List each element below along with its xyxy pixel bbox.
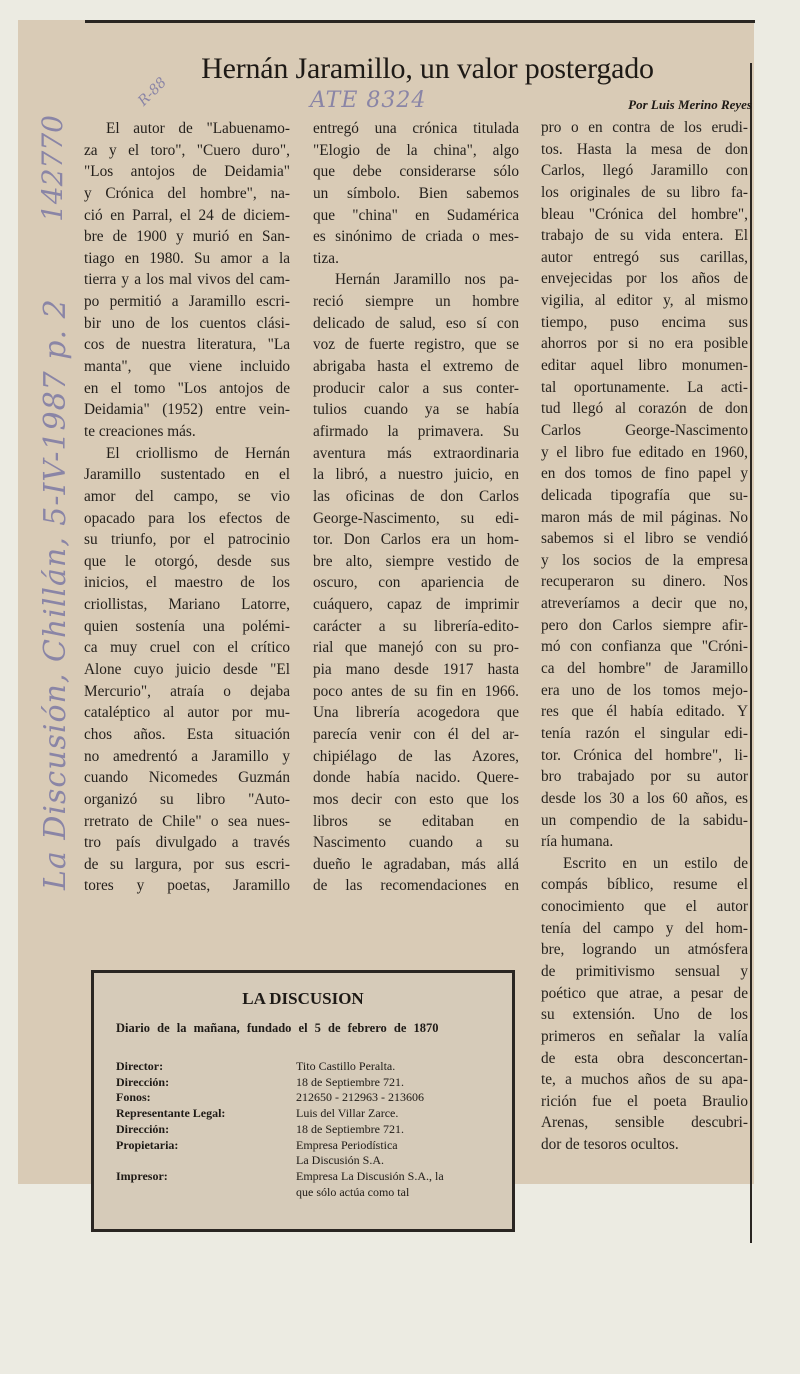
article-line: la libró, a nuestro juicio, en [313,466,519,484]
article-line: tulios cuando ya se había [313,401,519,419]
article-line: carácter a su librería-edito- [313,617,519,635]
article-line: era uno de los tomos mejo- [541,681,748,699]
article-line: bre alto, siempre vestido de [313,552,519,570]
article-line: mos decir con esto que los [313,790,519,808]
masthead-value: Tito Castillo Peralta. [296,1059,396,1073]
article-line: te, a muchos años de su apa- [541,1071,748,1089]
article-line: Carlos, llegó Jaramillo con [541,162,748,180]
masthead-title: LA DISCUSION [242,989,364,1008]
article-line: envejecidas por los años de [541,270,748,288]
masthead-label: Director: [116,1059,164,1073]
masthead-row [116,1106,496,1122]
article-line: producir calor a sus conter- [313,379,519,397]
article-line: rición fue el poeta Braulio [541,1092,748,1110]
masthead-row [116,1090,496,1106]
masthead-row [116,1075,496,1091]
article-line: Carlos George-Nascimento [541,421,748,439]
article-line: tal oportunamente. La acti- [541,378,748,396]
masthead-row [116,1059,496,1075]
article-line: afirmado la primavera. Su [313,422,519,440]
article-line: recuperaron su dinero. Nos [541,573,748,591]
masthead-value: Empresa Periodística [296,1137,398,1152]
masthead-label: Impresor: [116,1168,168,1183]
article-line: cataléptico al autor por mu- [84,704,290,722]
article-line: dor de tesoros ocultos. [541,1136,679,1154]
top-rule [85,20,755,23]
article-line: George-Nascimento, su edi- [313,509,519,527]
masthead-row [116,1185,496,1201]
article-line: tiempo, puso encima sus [541,313,748,331]
masthead-row [116,1153,496,1169]
article-line: cuando Nicomedes Guzmán [84,769,290,787]
article-line: y el libro fue editado en 1960, [541,443,748,461]
article-line: en el tomo "Los antojos de [84,379,290,397]
article-line: El autor de "Labuenamo- [106,120,290,137]
article-line: te creaciones más. [84,422,196,440]
article-line: rial que manejó con su pro- [313,639,519,657]
article-column-2 [313,118,519,897]
article-line: de las recomendaciones en [313,877,519,895]
article-line: Deidamia" (1952) entre vein- [84,401,290,419]
masthead-label: Dirección: [116,1074,170,1089]
article-line: pro o en contra de los erudi- [541,119,748,136]
masthead-label: Fonos: [116,1090,151,1105]
handwritten-source-note: La Discusión, Chillán, 5-IV-1987 p. 2 [38,298,73,890]
article-line: bro trabajado por su autor [541,768,748,786]
article-line: manta", que viene incluido [84,358,290,376]
article-line: "Los antojos de Deidamia" [84,163,290,181]
article-line: editar aquel libro monumen- [541,357,748,375]
article-line: cos de nuestra literatura, "La [84,336,290,354]
article-line: ahorros por si no era posible [541,335,748,353]
handwritten-ref-note: R-88 [135,74,170,110]
article-line: donde había nacido. Quere- [313,769,519,787]
article-line: Jaramillo sustentado en el [84,466,290,484]
article-line: criollistas, Mariano Latorre, [84,596,290,614]
handwritten-code-note: ATE 8324 [310,88,427,113]
article-line: ca muy cruel con el crítico [84,639,290,657]
article-line: aventura más extraordinaria [313,444,519,462]
article-line: los originales de su libro fa- [541,183,748,201]
right-column-rule [750,63,752,1243]
article-line: Alone cuyo juicio desde "El [84,661,290,679]
masthead-row [116,1169,496,1185]
article-line: tenía del campo y del hom- [541,919,748,937]
article-line: oscuro, con apariencia de [313,574,519,592]
article-line: desde los 30 a los 60 años, es [541,789,748,807]
article-line: su extensión. Uno de los [541,1006,748,1024]
article-line: atreveríamos a decir que no, [541,595,748,613]
masthead-label: Representante Legal: [116,1106,226,1121]
article-line: entregó una crónica titulada [313,120,519,137]
article-line: su triunfo, por el patrocinio [84,531,290,549]
article-line: tro país divulgado a través [84,834,290,852]
article-line: inicios, el maestro de los [84,574,290,592]
article-line: es sinónimo de criada o mes- [313,228,519,246]
masthead-label [116,1185,296,1201]
article-line: cuáquero, capaz de imprimir [313,596,519,614]
article-line: tenía razón el singular edi- [541,724,748,742]
article-line: un compendio de la sabidu- [541,811,748,829]
handwritten-archive-number: 142770 [36,115,69,222]
article-line: tores y poetas, Jaramillo [84,877,290,895]
article-line: que debe considerarse sólo [313,163,519,181]
article-line: tierra y a los mal vivos del cam- [84,271,290,289]
article-line: Arenas, sensible descubri- [541,1114,748,1132]
article-line: za y el toro", "Cuero duro", [84,141,290,159]
article-line: bre de 1900 y murió en San- [84,228,290,246]
article-line: "Elogio de la china", algo [313,141,519,159]
article-line: rretrato de Chile" o sea nues- [84,812,290,830]
masthead-label: Propietaria: [116,1137,179,1152]
article-line: compás bíblico, resume el [541,876,748,894]
article-line: vigilia, al editor y, al mismo [541,292,748,310]
article-line: de esta obra desconcertan- [541,1049,748,1067]
masthead-value: La Discusión S.A. [296,1153,384,1168]
article-line: maron más de mil páginas. No [541,508,748,526]
masthead-value: 18 de Septiembre 721. [296,1121,404,1136]
article-line: tiago en 1980. Su amor a la [84,249,290,267]
masthead-subtitle: Diario de la mañana, fundado el 5 de febrero de 1870 [116,1021,439,1035]
article-line: que "china" en Sudamérica [313,206,519,224]
article-line: sabemos si el libro se vendió [541,530,748,548]
article-line: pero don Carlos siempre afir- [541,616,748,634]
article-line: Nascimento cuando a su [313,834,519,852]
article-line: y Crónica del hombre", na- [84,184,290,202]
article-column-1 [84,118,290,897]
article-line: un símbolo. Bien sabemos [313,184,519,202]
article-byline: Por Luis Merino Reyes [628,97,752,112]
article-line: delicado de salud, eso sí con [313,314,519,332]
article-line: organizó su libro "Auto- [84,790,290,808]
article-line: tos. Hasta la mesa de don [541,140,748,158]
article-line: de primitivismo sensual y [541,962,748,980]
article-line: opacado para los efectos de [84,509,290,527]
article-line: reció siempre un hombre [313,293,519,311]
article-line: que le otorgó, desde sus [84,552,290,570]
article-headline: Hernán Jaramillo, un valor postergado [201,52,654,85]
masthead-value: que sólo actúa como tal [296,1184,410,1199]
article-line: chos años. Esta situación [84,725,290,743]
article-line: quien sostenía una polémi- [84,617,290,635]
article-line: tud llegó al corazón de don [541,400,748,418]
article-line: chipiélago de las Azores, [313,747,519,765]
masthead-value: Empresa La Discusión S.A., la [296,1168,444,1183]
masthead-details [116,1059,496,1200]
article-line: libros se editaban en [313,812,519,830]
masthead-label: Dirección: [116,1121,170,1136]
article-line: no amedrentó a Jaramillo y [84,747,290,765]
article-line: autor entregó sus carillas, [541,248,748,266]
article-line: Hernán Jaramillo nos pa- [335,271,519,289]
article-line: bir uno de los cuentos clási- [84,314,290,332]
article-line: bleau "Crónica del hombre", [541,205,748,223]
article-line: res que él había editado. Y [541,703,748,721]
masthead-row [116,1122,496,1138]
masthead-value: 212650 - 212963 - 213606 [296,1090,424,1105]
masthead-value: Luis del Villar Zarce. [296,1106,399,1121]
article-line: tor. Crónica del hombre", li- [541,746,748,764]
masthead-value: 18 de Septiembre 721. [296,1074,404,1089]
article-line: mó con confianza que "Cróni- [541,638,748,656]
article-line: voz de fuerte registro, que se [313,336,519,354]
masthead-box [91,970,515,1232]
article-line: pia mano desde 1917 hasta [313,661,519,679]
article-line: bre, logrando un atmósfera [541,941,748,959]
article-line: po permitió a Jaramillo escri- [84,293,290,311]
article-line: poético que atrae, a pesar de [541,984,748,1002]
article-line: delicada tipografía que su- [541,486,748,504]
article-line: dueño le agradaban, más allá [313,855,519,873]
masthead-row [116,1138,496,1154]
article-line: amor del campo, se vio [84,487,290,505]
article-line: ría humana. [541,833,614,851]
article-line: en dos tomos de fino papel y [541,465,748,483]
article-line: tor. Don Carlos era un hom- [313,531,519,549]
article-line: trabajo de su vida entera. El [541,227,748,245]
article-line: poco antes de su fin en 1966. [313,682,519,700]
article-line: ca del hombre" de Jaramillo [541,660,748,678]
masthead-label [116,1153,296,1169]
article-line: El criollismo de Hernán [106,444,290,462]
article-line: las oficinas de don Carlos [313,487,519,505]
article-line: parecía venir con él del ar- [313,725,519,743]
article-line: Una librería acogedora que [313,704,519,722]
article-line: tiza. [313,249,339,267]
article-line: y los socios de la empresa [541,551,748,569]
article-line: primeros en señalar la valía [541,1027,748,1045]
article-line: conocimiento que el autor [541,898,748,916]
article-column-3 [541,117,748,1156]
article-line: abrigaba hasta el extremo de [313,358,519,376]
article-line: Mercurio", atraía o dejaba [84,682,290,700]
article-line: Escrito en un estilo de [563,854,748,872]
article-line: de su largura, por sus escri- [84,855,290,873]
article-line: ció en Parral, el 24 de diciem- [84,206,290,224]
